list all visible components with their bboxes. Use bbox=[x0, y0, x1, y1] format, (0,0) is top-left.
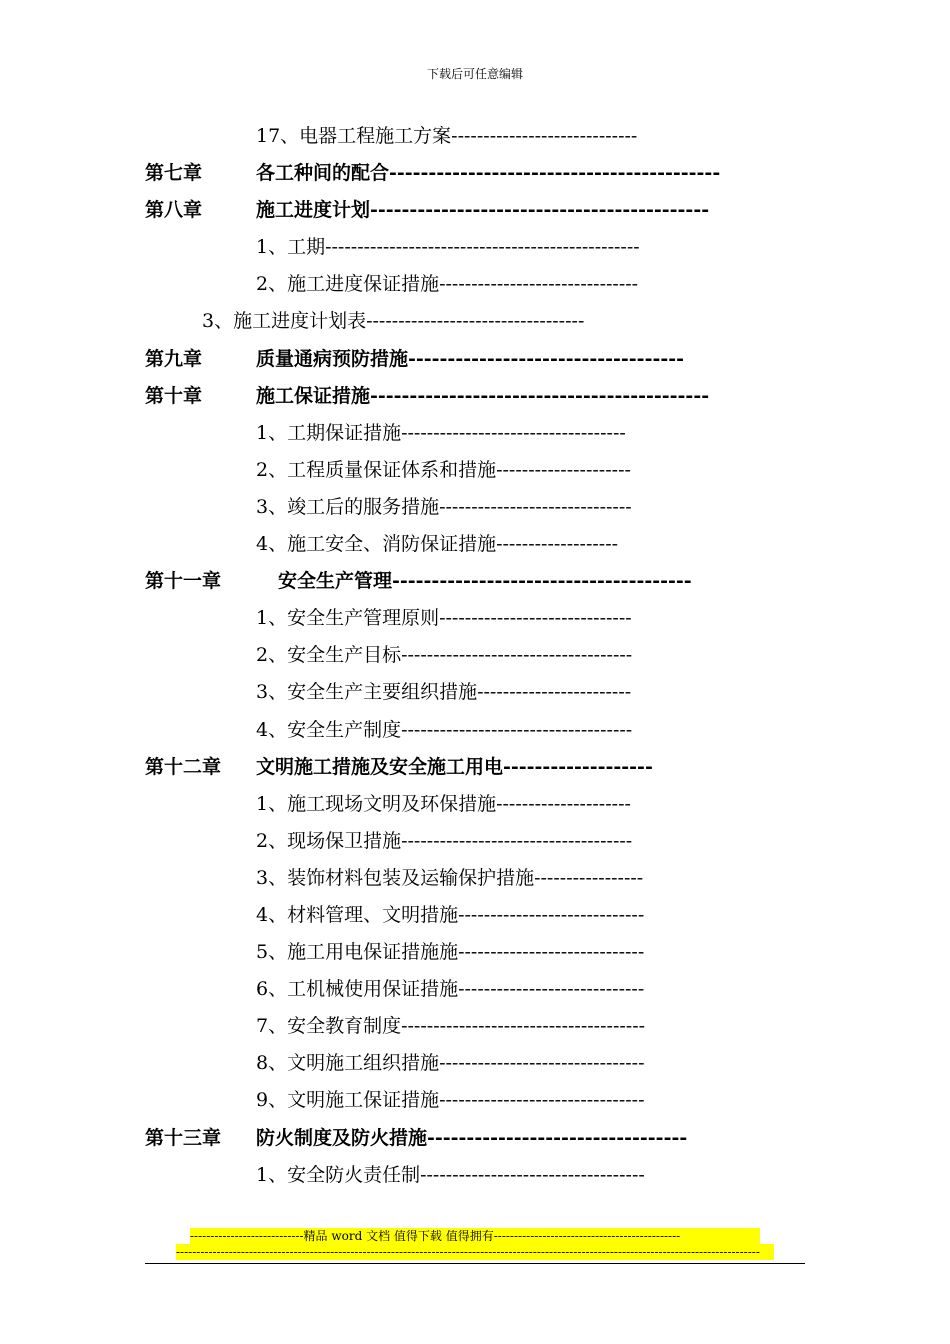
toc-chapter-line bbox=[0, 155, 950, 192]
toc-section-line bbox=[0, 266, 950, 303]
toc-section-text: 4、施工安全、消防保证措施------------------- bbox=[256, 533, 619, 556]
toc-chapter-label: 第七章 bbox=[145, 162, 203, 185]
toc-chapter-title: 质量通病预防措施----------------------------------- bbox=[256, 347, 685, 370]
footer-watermark-band bbox=[176, 1228, 776, 1260]
toc-section-line bbox=[0, 303, 950, 340]
toc-section-line bbox=[0, 118, 950, 155]
toc-chapter-label: 第八章 bbox=[145, 199, 203, 222]
toc-section-line bbox=[0, 229, 950, 266]
toc-section-line bbox=[0, 897, 950, 934]
toc-section-line bbox=[0, 786, 950, 823]
toc-section-text: 8、文明施工组织措施-------------------------------- bbox=[256, 1052, 645, 1075]
toc-chapter-label: 第十一章 bbox=[145, 570, 222, 593]
toc-section-text: 3、竣工后的服务措施------------------------------ bbox=[256, 495, 632, 518]
toc-chapter-line bbox=[0, 341, 950, 378]
toc-chapter-title: 安全生产管理-------------------------------------- bbox=[278, 570, 692, 593]
toc-chapter-label: 第十三章 bbox=[145, 1126, 222, 1149]
toc-chapter-line bbox=[0, 563, 950, 600]
toc-section-text: 2、工程质量保证体系和措施--------------------- bbox=[256, 458, 631, 481]
toc-chapter-label: 第九章 bbox=[145, 347, 203, 370]
toc-section-line bbox=[0, 1082, 950, 1119]
toc-section-text: 4、材料管理、文明措施----------------------------- bbox=[256, 903, 645, 926]
toc-section-text: 3、安全生产主要组织措施------------------------ bbox=[256, 681, 632, 704]
toc-section-line bbox=[0, 452, 950, 489]
toc-section-line bbox=[0, 415, 950, 452]
toc-section-line bbox=[0, 860, 950, 897]
toc-chapter-title: 施工保证措施------------------------------------------- bbox=[256, 384, 710, 407]
toc-section-line bbox=[0, 674, 950, 711]
toc-chapter-line bbox=[0, 192, 950, 229]
toc-section-text: 6、工机械使用保证措施----------------------------- bbox=[256, 978, 645, 1001]
toc-chapter-title: 防火制度及防火措施--------------------------------- bbox=[256, 1126, 688, 1149]
toc-section-line bbox=[0, 489, 950, 526]
toc-section-line bbox=[0, 971, 950, 1008]
toc-section-text: 1、工期保证措施----------------------------------- bbox=[256, 421, 626, 444]
toc-section-text: 9、文明施工保证措施-------------------------------- bbox=[256, 1089, 645, 1112]
toc-section-line bbox=[0, 1157, 950, 1194]
toc-section-text: 17、电器工程施工方案----------------------------- bbox=[256, 125, 638, 147]
toc-section-text: 4、安全生产制度------------------------------------ bbox=[256, 718, 633, 741]
toc-section-text: 5、施工用电保证措施施----------------------------- bbox=[256, 941, 645, 964]
toc-chapter-title: 各工种间的配合------------------------------------------ bbox=[256, 162, 721, 185]
toc-section-text: 1、施工现场文明及环保措施--------------------- bbox=[256, 792, 631, 815]
toc-section-line bbox=[0, 1045, 950, 1082]
footer-watermark-line-1: ----------------------------精品 word 文档 值得下载 值得拥有---------------------------------------------- bbox=[190, 1228, 760, 1244]
toc-section-line bbox=[0, 600, 950, 637]
toc-section-text: 2、安全生产目标------------------------------------ bbox=[256, 644, 633, 667]
footer-watermark-line-2: ------------------------------------------------------------------------------------------------------------------------------------------------ bbox=[176, 1244, 774, 1260]
toc-chapter-title: 文明施工措施及安全施工用电------------------- bbox=[256, 755, 653, 778]
toc-chapter-title: 施工进度计划------------------------------------------- bbox=[256, 199, 710, 222]
toc-section-text: 3、施工进度计划表---------------------------------- bbox=[202, 310, 585, 333]
toc-chapter-line bbox=[0, 749, 950, 786]
toc-section-text: 7、安全教育制度-------------------------------------- bbox=[256, 1015, 646, 1038]
footer-divider bbox=[145, 1263, 805, 1264]
toc-section-text: 1、安全生产管理原则------------------------------ bbox=[256, 607, 632, 630]
toc-section-text: 2、现场保卫措施------------------------------------ bbox=[256, 829, 633, 852]
toc-chapter-line bbox=[0, 1120, 950, 1157]
toc-chapter-line bbox=[0, 378, 950, 415]
toc-section-text: 3、装饰材料包装及运输保护措施----------------- bbox=[256, 866, 644, 889]
toc-section-line bbox=[0, 712, 950, 749]
toc-section-line bbox=[0, 526, 950, 563]
toc-section-text: 1、安全防火责任制----------------------------------- bbox=[256, 1163, 645, 1186]
toc-section-text: 1、工期------------------------------------------------- bbox=[256, 236, 640, 259]
toc-section-line bbox=[0, 823, 950, 860]
toc-section-line bbox=[0, 934, 950, 971]
table-of-contents bbox=[0, 118, 950, 1194]
toc-section-line bbox=[0, 637, 950, 674]
toc-section-text: 2、施工进度保证措施------------------------------- bbox=[256, 273, 639, 296]
toc-chapter-label: 第十章 bbox=[145, 384, 203, 407]
toc-chapter-label: 第十二章 bbox=[145, 755, 222, 778]
toc-section-line bbox=[0, 1008, 950, 1045]
page-header-note: 下载后可任意编辑 bbox=[426, 67, 523, 81]
